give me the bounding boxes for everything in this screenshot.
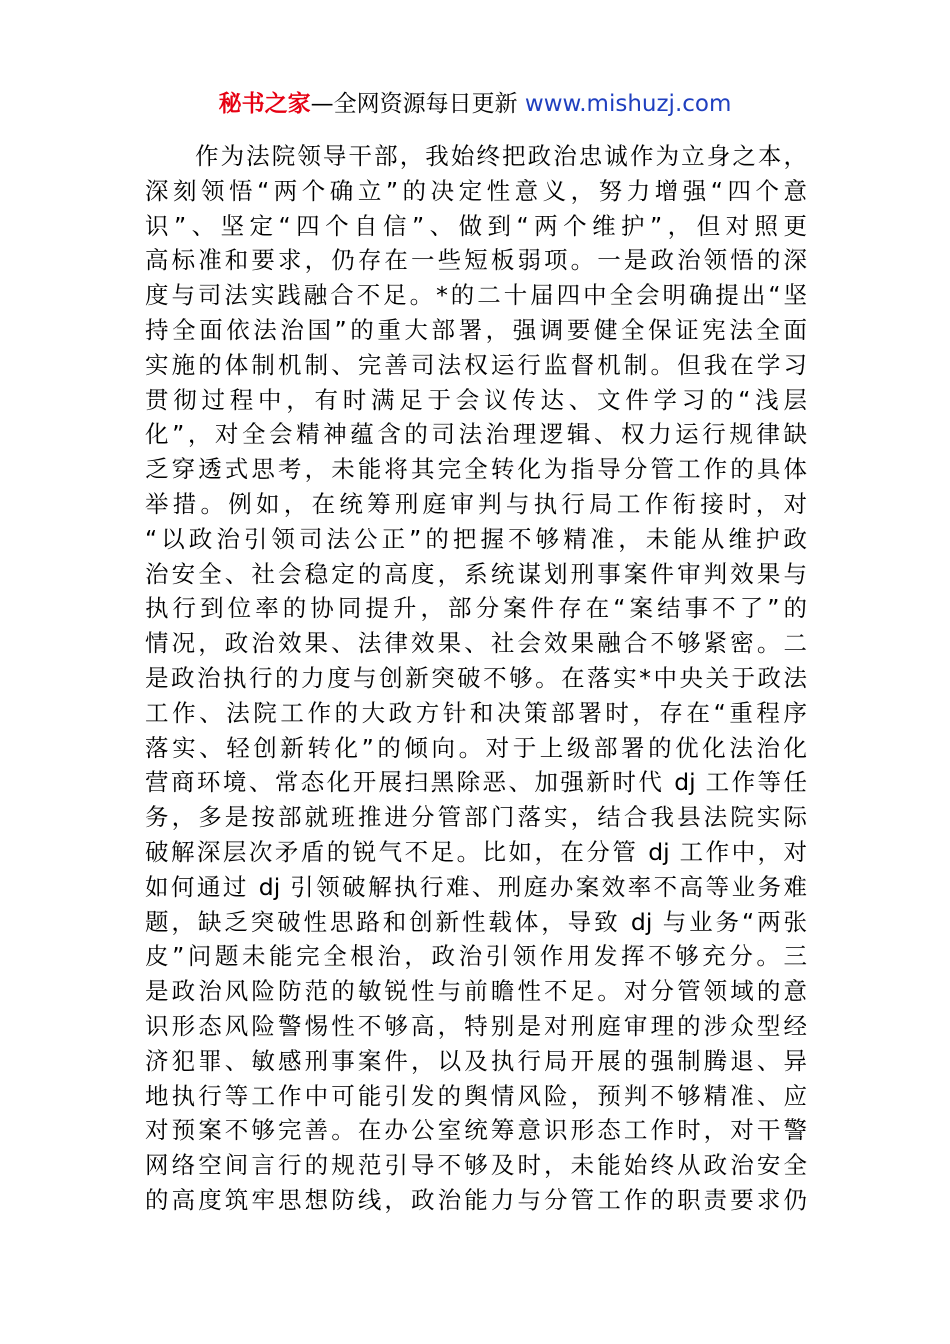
page-header xyxy=(0,88,950,120)
body-line: 网络空间言行的规范引导不够及时，未能始终从政治安全 xyxy=(145,1151,807,1180)
body-line: 乏穿透式思考，未能将其完全转化为指导分管工作的具体 xyxy=(145,455,807,484)
body-line: 题，缺乏突破性思路和创新性载体，导致 dj 与业务“两张 xyxy=(145,907,807,936)
body-line: 对预案不够完善。在办公室统筹意识形态工作时，对干警 xyxy=(145,1116,807,1145)
body-line: 落实、轻创新转化”的倾向。对于上级部署的优化法治化 xyxy=(145,733,807,762)
body-line: 破解深层次矛盾的锐气不足。比如，在分管 dj 工作中，对 xyxy=(145,837,807,866)
header-tagline: 全网资源每日更新 xyxy=(333,91,518,117)
body-paragraph xyxy=(145,139,807,1218)
body-line: 贯彻过程中，有时满足于会议传达、文件学习的“浅层 xyxy=(145,385,807,414)
body-line: 举措。例如，在统筹刑庭审判与执行局工作衔接时，对 xyxy=(145,489,807,518)
body-line: 治安全、社会稳定的高度，系统谋划刑事案件审判效果与 xyxy=(145,559,807,588)
body-line: 是政治执行的力度与创新突破不够。在落实*中央关于政法 xyxy=(145,663,807,692)
body-line: 实施的体制机制、完善司法权运行监督机制。但我在学习 xyxy=(145,350,807,379)
site-brand: 秘书之家 xyxy=(218,91,311,117)
body-line: 是政治风险防范的敏锐性与前瞻性不足。对分管领域的意 xyxy=(145,977,807,1006)
body-line: 如何通过 dj 引领破解执行难、刑庭办案效率不高等业务难 xyxy=(145,872,807,901)
body-line: 的高度筑牢思想防线，政治能力与分管工作的职责要求仍 xyxy=(145,1185,807,1214)
body-line: 识形态风险警惕性不够高，特别是对刑庭审理的涉众型经 xyxy=(145,1011,807,1040)
body-line: 化”，对全会精神蕴含的司法治理逻辑、权力运行规律缺 xyxy=(145,420,807,449)
body-line: 营商环境、常态化开展扫黑除恶、加强新时代 dj 工作等任 xyxy=(145,768,807,797)
body-line: 皮”问题未能完全根治，政治引领作用发挥不够充分。三 xyxy=(145,942,807,971)
body-line: 执行到位率的协同提升，部分案件存在“案结事不了”的 xyxy=(145,594,807,623)
body-line: 地执行等工作中可能引发的舆情风险，预判不够精准、应 xyxy=(145,1081,807,1110)
body-line: 识”、坚定“四个自信”、做到“两个维护”，但对照更 xyxy=(145,211,807,240)
body-line: “以政治引领司法公正”的把握不够精准，未能从维护政 xyxy=(145,524,807,553)
body-line: 情况，政治效果、法律效果、社会效果融合不够紧密。二 xyxy=(145,629,807,658)
body-line: 作为法院领导干部，我始终把政治忠诚作为立身之本， xyxy=(195,142,807,170)
body-line: 高标准和要求，仍存在一些短板弱项。一是政治领悟的深 xyxy=(145,246,807,275)
body-line: 持全面依法治国”的重大部署，强调要健全保证宪法全面 xyxy=(145,315,807,344)
body-line: 深刻领悟“两个确立”的决定性意义，努力增强“四个意 xyxy=(145,176,807,205)
body-line: 济犯罪、敏感刑事案件，以及执行局开展的强制腾退、异 xyxy=(145,1046,807,1075)
body-line: 务，多是按部就班推进分管部门落实，结合我县法院实际 xyxy=(145,803,807,832)
body-line: 工作、法院工作的大政方针和决策部署时，存在“重程序 xyxy=(145,698,807,727)
body-line: 度与司法实践融合不足。*的二十届四中全会明确提出“坚 xyxy=(145,281,807,310)
header-dash: — xyxy=(310,91,334,117)
site-url-link[interactable]: www.mishuzj.com xyxy=(524,91,732,117)
